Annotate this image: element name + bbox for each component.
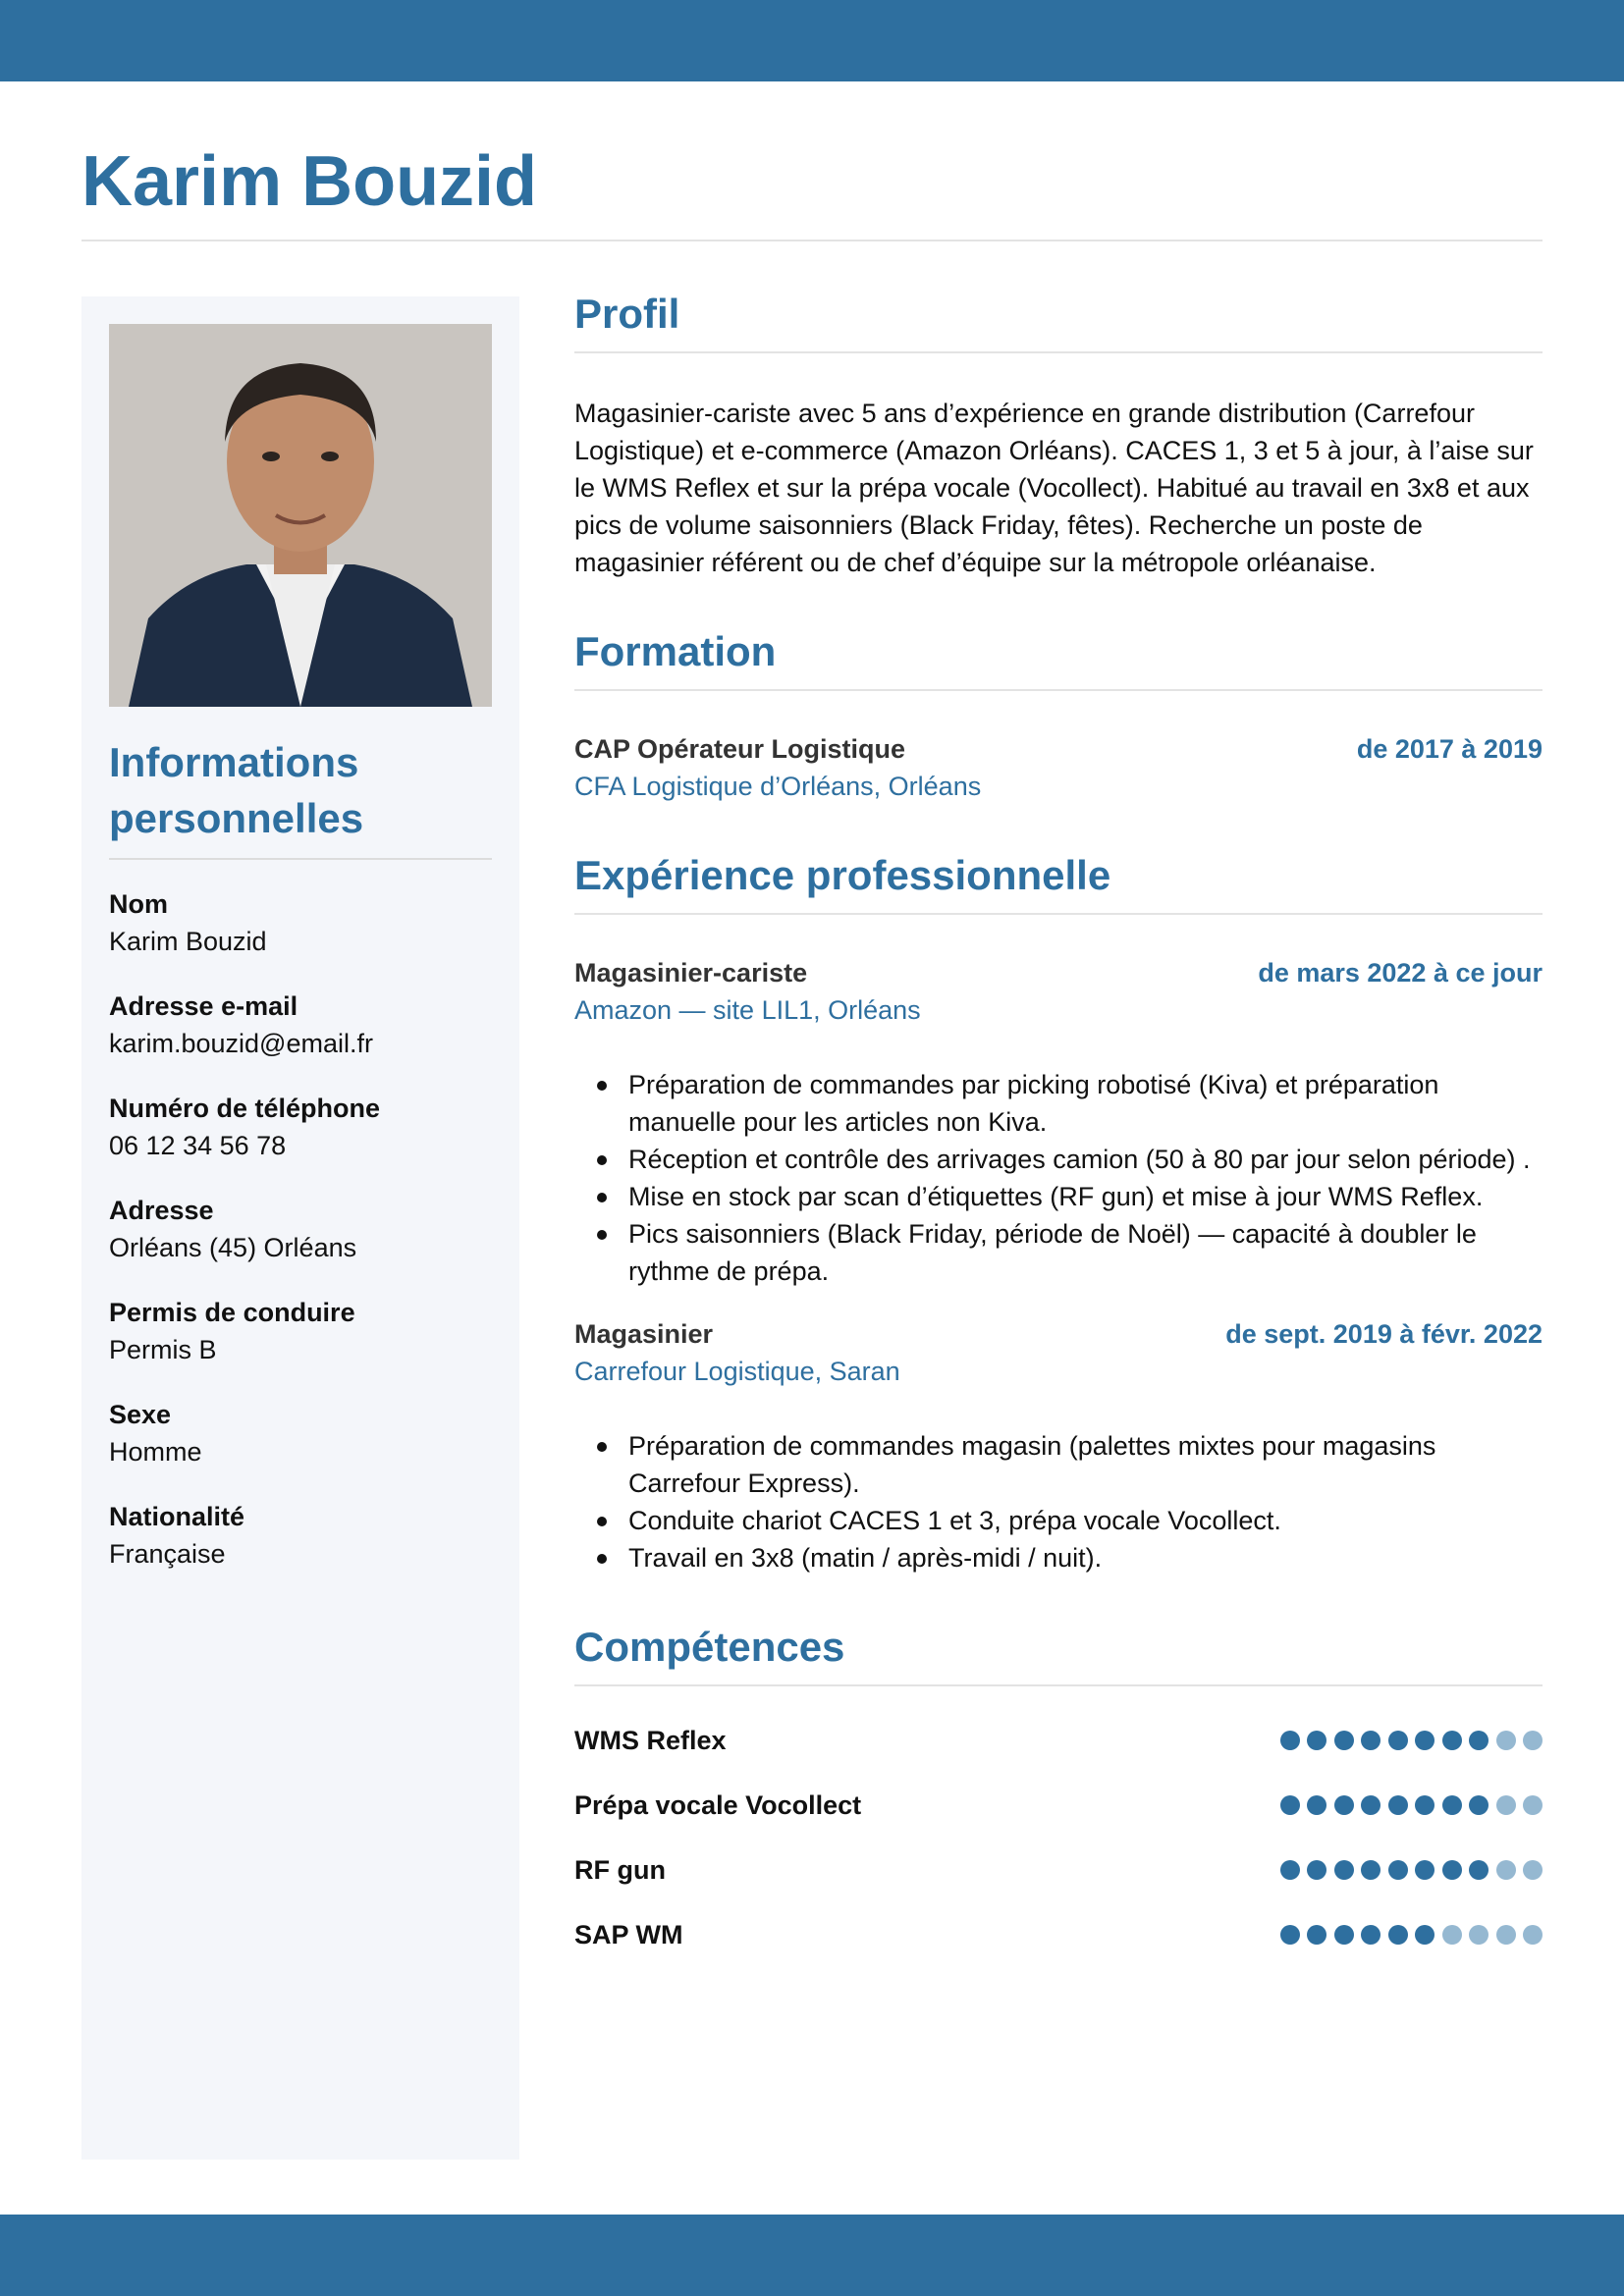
skill-row [574, 1851, 1543, 1889]
rating-dot-filled [1334, 1795, 1354, 1815]
skill-name: SAP WM [574, 1919, 683, 1949]
rating-dot-filled [1388, 1860, 1408, 1880]
rating-dot-filled [1388, 1795, 1408, 1815]
entry-organization: CFA Logistique d’Orléans, Orléans [574, 772, 982, 801]
rating-dot-empty [1496, 1731, 1516, 1750]
info-value: Karim Bouzid [109, 927, 267, 956]
list-item: Travail en 3x8 (matin / après-midi / nuit). [574, 1539, 1543, 1576]
info-item-nationality [109, 1498, 492, 1573]
rating-dot-filled [1280, 1860, 1300, 1880]
rating-dot-filled [1361, 1925, 1380, 1945]
info-item-license [109, 1294, 492, 1368]
entry-title: Magasinier [574, 1319, 714, 1349]
section-title-education: Formation [574, 628, 777, 674]
rating-dot-filled [1469, 1860, 1489, 1880]
sidebar [81, 296, 519, 2160]
info-value: 06 12 34 56 78 [109, 1131, 287, 1160]
rating-dot-empty [1496, 1795, 1516, 1815]
rating-dot-empty [1496, 1860, 1516, 1880]
rating-dot-filled [1442, 1860, 1462, 1880]
rating-dot-filled [1361, 1860, 1380, 1880]
portrait-icon [109, 324, 492, 707]
rating-dot-empty [1523, 1731, 1543, 1750]
bottom-band [0, 2215, 1624, 2296]
skill-name: WMS Reflex [574, 1725, 727, 1755]
main-column [574, 285, 1543, 1981]
rating-dot-filled [1442, 1731, 1462, 1750]
section-divider [574, 351, 1543, 353]
experience-section [574, 846, 1543, 1576]
rating-dot-filled [1469, 1795, 1489, 1815]
info-label: Nationalité [109, 1502, 245, 1531]
entry-date: de 2017 à 2019 [1356, 734, 1543, 764]
skill-name: Prépa vocale Vocollect [574, 1789, 862, 1820]
rating-dot-filled [1415, 1731, 1435, 1750]
entry-date: de sept. 2019 à févr. 2022 [1225, 1319, 1543, 1349]
rating-dot-filled [1415, 1860, 1435, 1880]
entry-header [574, 1315, 1543, 1353]
skill-rating [1272, 1731, 1543, 1750]
rating-dot-filled [1415, 1925, 1435, 1945]
entry-header [574, 730, 1543, 768]
info-item-phone [109, 1090, 492, 1164]
rating-dot-filled [1415, 1795, 1435, 1815]
rating-dot-filled [1307, 1925, 1326, 1945]
education-entry [574, 730, 1543, 805]
rating-dot-filled [1442, 1795, 1462, 1815]
entry-bullets [574, 1427, 1543, 1576]
info-item-gender [109, 1396, 492, 1470]
info-item-email [109, 988, 492, 1062]
info-item-name [109, 885, 492, 960]
entry-title: CAP Opérateur Logistique [574, 734, 906, 764]
list-item: Pics saisonniers (Black Friday, période de Noël) — capacité à doubler le rythme de prépa. [574, 1215, 1543, 1290]
rating-dot-empty [1523, 1860, 1543, 1880]
skill-row [574, 1787, 1543, 1824]
experience-entry [574, 1315, 1543, 1576]
personal-info-list [109, 885, 492, 1600]
rating-dot-filled [1307, 1795, 1326, 1815]
entry-date: de mars 2022 à ce jour [1258, 958, 1543, 988]
portrait-photo [109, 324, 492, 707]
info-label: Permis de conduire [109, 1298, 355, 1327]
rating-dot-empty [1496, 1925, 1516, 1945]
skill-row [574, 1916, 1543, 1953]
info-value: Française [109, 1539, 226, 1569]
rating-dot-filled [1361, 1731, 1380, 1750]
rating-dot-filled [1280, 1925, 1300, 1945]
rating-dot-filled [1469, 1731, 1489, 1750]
info-value: Homme [109, 1437, 202, 1467]
skill-rating [1272, 1860, 1543, 1880]
section-divider [574, 913, 1543, 915]
info-label: Numéro de téléphone [109, 1094, 381, 1123]
skills-list [574, 1722, 1543, 1953]
info-value: Orléans (45) Orléans [109, 1233, 357, 1262]
list-item: Préparation de commandes magasin (palettes mixtes pour magasins Carrefour Express). [574, 1427, 1543, 1502]
section-divider [574, 689, 1543, 691]
profile-text: Magasinier-cariste avec 5 ans d’expérience en grande distribution (Carrefour Logistique) et e-commerce (Amazon Orléans). CACES 1, 3 et 5 à jour, à l’aise sur le WMS Reflex et sur la prépa vocale (Vocollect). Habitué au travail en 3x8 et aux pics de volume saisonniers (Black Friday, fêtes). Recherche un poste de magasinier référent ou de chef d’équipe sur la métropole orléanaise. [574, 399, 1534, 577]
personal-info-heading: Informations personnelles [109, 739, 364, 841]
entry-organization: Amazon — site LIL1, Orléans [574, 995, 921, 1025]
info-item-address [109, 1192, 492, 1266]
rating-dot-filled [1388, 1925, 1408, 1945]
top-band [0, 0, 1624, 81]
entry-organization: Carrefour Logistique, Saran [574, 1357, 900, 1386]
skill-name: RF gun [574, 1854, 666, 1885]
personal-info-divider [109, 858, 492, 860]
info-value: Permis B [109, 1335, 217, 1364]
skill-rating [1272, 1925, 1543, 1945]
list-item: Mise en stock par scan d’étiquettes (RF gun) et mise à jour WMS Reflex. [574, 1178, 1543, 1215]
rating-dot-empty [1469, 1925, 1489, 1945]
education-section [574, 622, 1543, 805]
rating-dot-empty [1523, 1795, 1543, 1815]
info-label: Nom [109, 889, 168, 919]
rating-dot-filled [1334, 1860, 1354, 1880]
rating-dot-filled [1307, 1731, 1326, 1750]
profile-section [574, 285, 1543, 581]
info-label: Sexe [109, 1400, 172, 1429]
rating-dot-filled [1361, 1795, 1380, 1815]
rating-dot-filled [1388, 1731, 1408, 1750]
entry-bullets [574, 1066, 1543, 1290]
skills-section [574, 1618, 1543, 1953]
skill-rating [1272, 1795, 1543, 1815]
section-title-experience: Expérience professionnelle [574, 852, 1111, 898]
section-title-skills: Compétences [574, 1624, 845, 1670]
info-label: Adresse [109, 1196, 214, 1225]
rating-dot-filled [1280, 1731, 1300, 1750]
candidate-name: Karim Bouzid [81, 142, 538, 221]
list-item: Réception et contrôle des arrivages camion (50 à 80 par jour selon période) . [574, 1141, 1543, 1178]
experience-entry [574, 954, 1543, 1290]
entry-header [574, 954, 1543, 991]
rating-dot-filled [1334, 1731, 1354, 1750]
info-label: Adresse e-mail [109, 991, 298, 1021]
entry-title: Magasinier-cariste [574, 958, 808, 988]
rating-dot-filled [1334, 1925, 1354, 1945]
section-divider [574, 1684, 1543, 1686]
rating-dot-filled [1280, 1795, 1300, 1815]
list-item: Conduite chariot CACES 1 et 3, prépa vocale Vocollect. [574, 1502, 1543, 1539]
rating-dot-empty [1442, 1925, 1462, 1945]
rating-dot-empty [1523, 1925, 1543, 1945]
section-title-profile: Profil [574, 291, 680, 337]
name-divider [81, 240, 1543, 241]
info-value: karim.bouzid@email.fr [109, 1029, 373, 1058]
list-item: Préparation de commandes par picking robotisé (Kiva) et préparation manuelle pour les articles non Kiva. [574, 1066, 1543, 1141]
skill-row [574, 1722, 1543, 1759]
rating-dot-filled [1307, 1860, 1326, 1880]
